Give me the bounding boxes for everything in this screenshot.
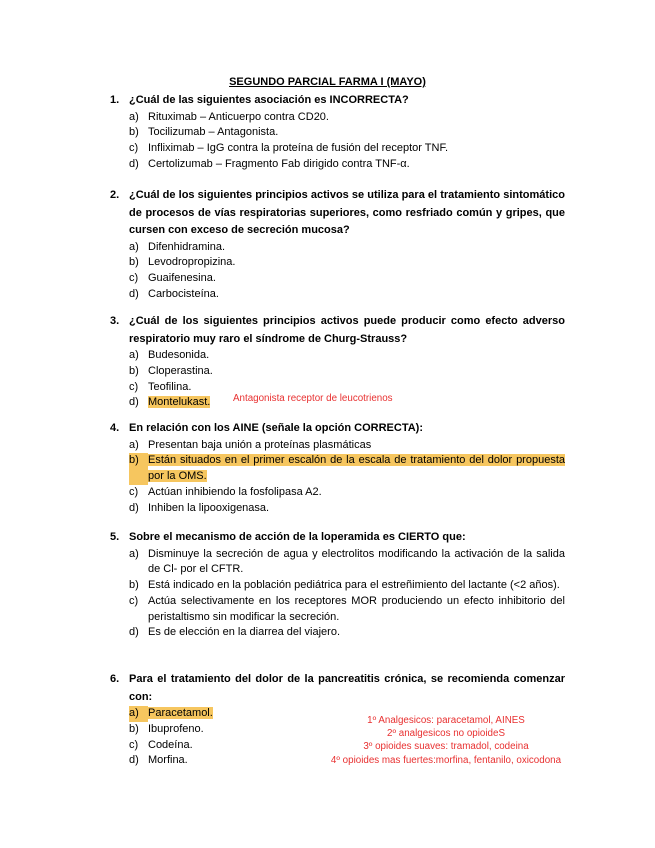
option-c [129,594,565,626]
highlighted-answer: Paracetamol. [148,707,213,719]
question-text: ¿Cuál de los siguientes principios activos puede producir como efecto adverso respiratorio muy raro el síndrome de Churg-Strauss? [129,315,565,345]
question-number: 6. [110,673,120,685]
option-letter: c) [129,272,139,285]
option-text: Actúan inhibiendo la fosfolipasa A2. [148,485,322,498]
option-letter: a) [129,706,148,722]
option-letter: d) [129,287,139,300]
question-number: 3. [110,315,120,327]
question-text: ¿Cuál de los siguientes principios activos se utiliza para el tratamiento sintomático de procesos de vías respiratorias superiores, como resfriado común y gripes, que cursen con exceso de secreción mucosa? [129,189,565,236]
annotation-line: 1º Analgesicos: paracetamol, AINES [367,715,525,726]
question-text: Sobre el mecanismo de acción de la loperamida es CIERTO que: [129,531,466,543]
option-text: Presentan baja unión a proteínas plasmáticas [148,438,372,451]
option-text: Teofilina. [148,380,192,393]
option-text: Cloperastina. [148,364,213,377]
option-text: Morfina. [148,754,188,767]
option-b [129,578,565,594]
option-letter: d) [129,396,139,409]
option-letter: b) [129,722,139,735]
question-number: 4. [110,422,120,434]
option-letter: b) [129,364,139,377]
option-letter: c) [129,485,139,498]
option-a [129,547,565,579]
option-letter: a) [129,240,139,253]
option-b [129,453,565,485]
option-letter: d) [129,754,139,767]
option-text: Carbocisteína. [148,287,219,300]
option-d [129,625,565,641]
option-a [129,438,565,454]
option-text: Infliximab – IgG contra la proteína de fusión del receptor TNF. [148,142,449,155]
option-c [129,141,565,157]
option-letter: c) [129,594,139,607]
question-2 [110,187,565,303]
option-b [129,364,565,380]
option-text: Disminuye la secreción de agua y electrolitos modificando la activación de la salida de Cl- por el CFTR. [148,547,565,576]
option-text: Inhiben la lipooxigenasa. [148,501,270,514]
option-letter: b) [129,453,148,485]
option-text: Actúa selectivamente en los receptores MOR produciendo un efecto inhibitorio del peristaltismo sin modificar la secreción. [148,594,565,623]
option-d [129,501,565,517]
option-d [129,287,565,303]
option-letter: d) [129,501,139,514]
question-5 [110,529,565,641]
highlighted-answer: Montelukast. [148,396,211,409]
option-a [129,110,565,126]
option-text: Ibuprofeno. [148,722,204,735]
question-text: Para el tratamiento del dolor de la pancreatitis crónica, se recomienda comenzar con: [129,673,565,703]
option-letter: a) [129,438,139,451]
option-a [129,240,565,256]
question-number: 1. [110,94,120,106]
option-letter: a) [129,349,139,361]
option-a [129,348,565,364]
option-letter: c) [129,142,139,155]
option-text: Guaifenesina. [148,272,216,285]
option-d [129,157,565,173]
question-1 [110,92,565,173]
option-letter: b) [129,579,139,592]
option-text: Es de elección en la diarrea del viajero. [148,626,341,639]
option-letter: b) [129,256,139,269]
option-b [129,125,565,141]
document-title: SEGUNDO PARCIAL FARMA I (MAYO) [229,76,426,88]
option-letter: d) [129,157,139,170]
option-letter: c) [129,380,139,393]
question-text: En relación con los AINE (señale la opción CORRECTA): [129,422,423,434]
question-number: 5. [110,531,120,543]
option-letter: a) [129,110,139,123]
highlighted-answer: Están situados en el primer escalón de la escala de tratamiento del dolor propuesta por la OMS. [148,454,565,483]
option-letter: c) [129,738,139,751]
annotation-line: 4º opioides mas fuertes:morfina, fentanilo, oxicodona [330,754,562,766]
option-text: Está indicado en la población pediátrica para el estreñimiento del lactante (<2 años). [148,579,560,592]
option-text: Tocilizumab – Antagonista. [148,126,279,139]
annotation-q3: Antagonista receptor de leucotrienos [233,393,393,404]
annotation-q6 [310,714,582,767]
question-number: 2. [110,189,120,201]
option-text: Budesonida. [148,349,210,361]
option-letter: d) [129,626,139,639]
option-text: Difenhidramina. [148,240,226,253]
option-text: Certolizumab – Fragmento Fab dirigido contra TNF-α. [148,157,410,170]
question-4 [110,420,565,516]
option-c [129,271,565,287]
annotation-line: 2º analgesicos no opioideS [387,728,505,740]
annotation-line: 3º opioides suaves: tramadol, codeina [363,741,529,753]
option-text: Codeína. [148,738,193,751]
option-text: Rituximab – Anticuerpo contra CD20. [148,110,329,123]
option-text: Levodropropizina. [148,256,236,269]
option-letter: b) [129,126,139,139]
option-letter: a) [129,547,139,560]
option-c [129,485,565,501]
question-text: ¿Cuál de las siguientes asociación es INCORRECTA? [129,94,409,106]
option-b [129,255,565,271]
